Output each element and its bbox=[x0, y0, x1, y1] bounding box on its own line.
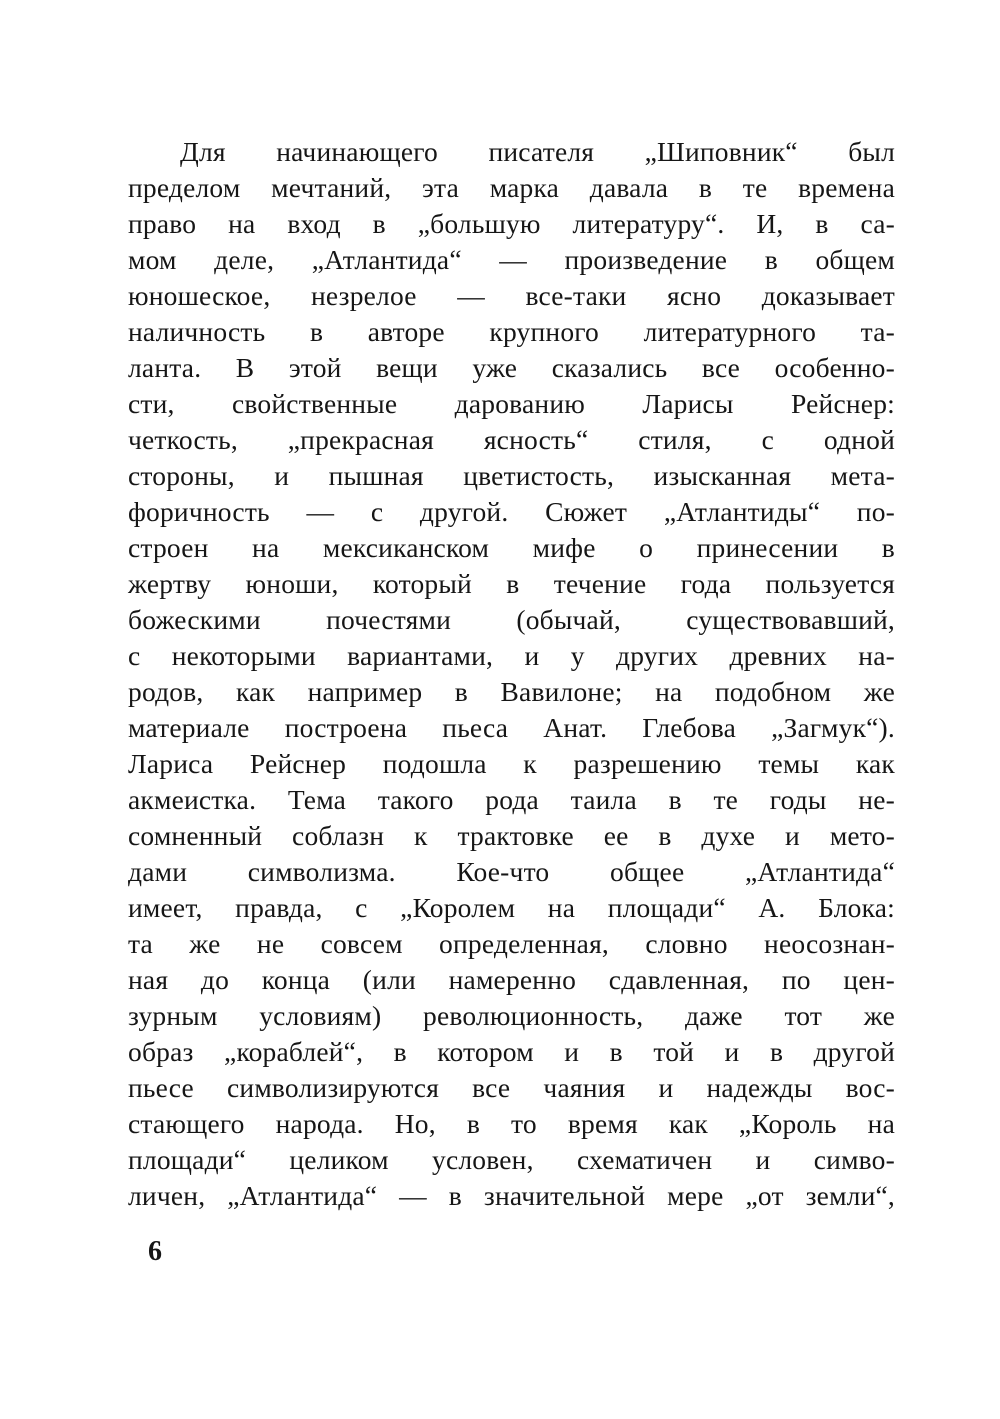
text-line: с некоторыми вариантами, и у других древних на- bbox=[128, 640, 895, 671]
text-line: материале построена пьеса Анат. Глебова „Загмук“). bbox=[128, 712, 895, 743]
text-line: ная до конца (или намеренно сдавленная, по цен- bbox=[128, 964, 895, 995]
page-number: 6 bbox=[148, 1236, 162, 1267]
text-line: юношеское, незрелое — все-таки ясно доказывает bbox=[128, 280, 895, 311]
text-line: божескими почестями (обычай, существовавший, bbox=[128, 604, 895, 635]
body-text bbox=[128, 134, 895, 1214]
text-line: стороны, и пышная цветистость, изысканная мета- bbox=[128, 460, 895, 491]
text-line: та же не совсем определенная, словно неосознан- bbox=[128, 928, 895, 959]
text-line: Лариса Рейснер подошла к разрешению темы как bbox=[128, 748, 895, 779]
text-line: четкость, „прекрасная ясность“ стиля, с одной bbox=[128, 424, 895, 455]
text-line: наличность в авторе крупного литературного та- bbox=[128, 316, 895, 347]
text-line: Для начинающего писателя „Шиповник“ был bbox=[180, 136, 895, 167]
text-line: дами символизма. Кое-что общее „Атлантида“ bbox=[128, 856, 895, 887]
text-line: родов, как например в Вавилоне; на подобном же bbox=[128, 676, 895, 707]
text-line: мом деле, „Атлантида“ — произведение в общем bbox=[128, 244, 895, 275]
text-line: стающего народа. Но, в то время как „Король на bbox=[128, 1108, 895, 1139]
text-line: личен, „Атлантида“ — в значительной мере „от земли“, bbox=[128, 1180, 895, 1211]
text-line: образ „кораблей“, в котором и в той и в другой bbox=[128, 1036, 895, 1067]
text-line: зурным условиям) революционность, даже тот же bbox=[128, 1000, 895, 1031]
text-line: сомненный соблазн к трактовке ее в духе и мето- bbox=[128, 820, 895, 851]
text-line: право на вход в „большую литературу“. И, в са- bbox=[128, 208, 895, 239]
text-line: пьесе символизируются все чаяния и надежды вос- bbox=[128, 1072, 895, 1103]
text-line: акмеистка. Тема такого рода таила в те годы не- bbox=[128, 784, 895, 815]
text-line: имеет, правда, с „Королем на площади“ А. Блока: bbox=[128, 892, 895, 923]
text-line: площади“ целиком условен, схематичен и симво- bbox=[128, 1144, 895, 1175]
text-line: строен на мексиканском мифе о принесении в bbox=[128, 532, 895, 563]
text-line: ланта. В этой вещи уже сказались все особенно- bbox=[128, 352, 895, 383]
text-line: жертву юноши, который в течение года пользуется bbox=[128, 568, 895, 599]
text-line: сти, свойственные дарованию Ларисы Рейснер: bbox=[128, 388, 895, 419]
text-line: форичность — с другой. Сюжет „Атлантиды“ по- bbox=[128, 496, 895, 527]
text-line: пределом мечтаний, эта марка давала в те времена bbox=[128, 172, 895, 203]
